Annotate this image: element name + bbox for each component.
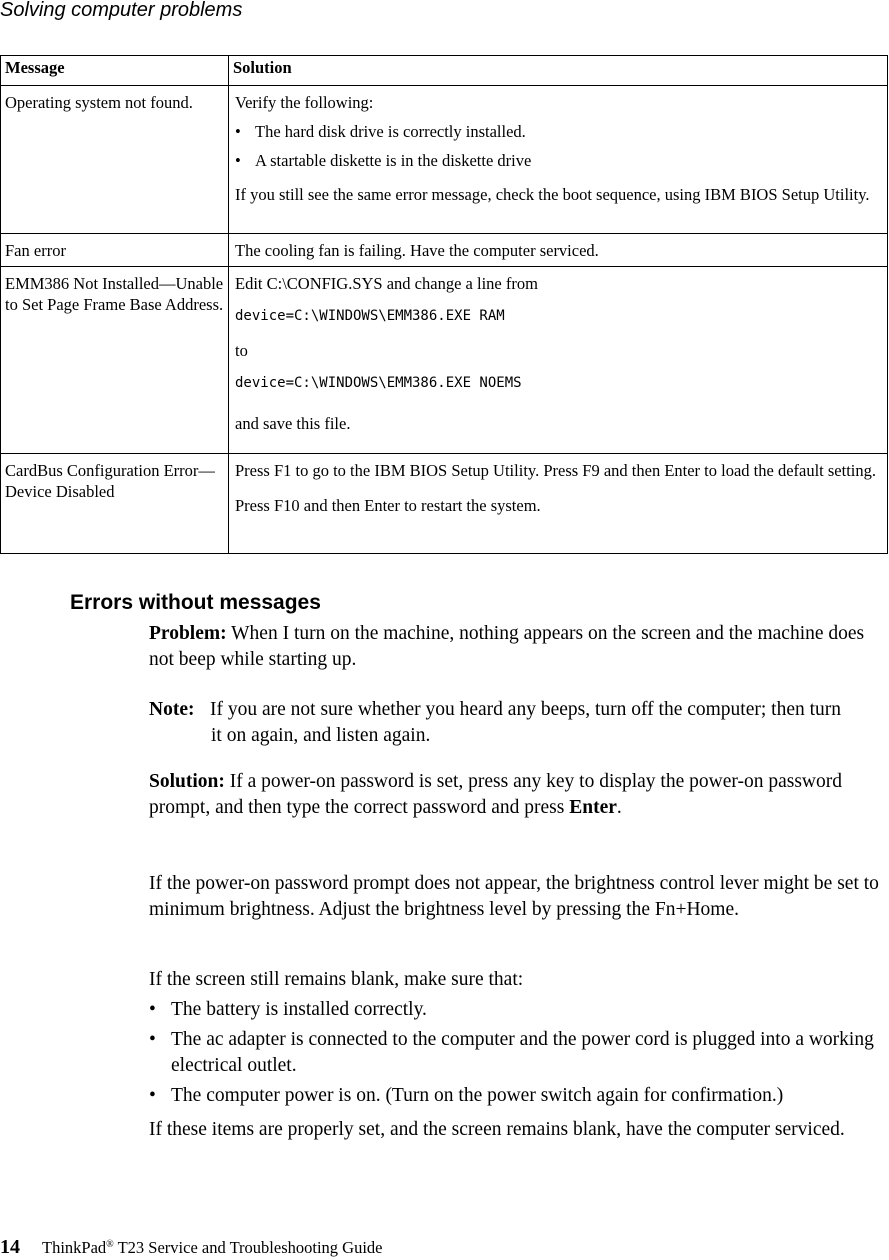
solution-intro: Verify the following: xyxy=(235,93,374,112)
problem-text: When I turn on the machine, nothing appears on the screen and the machine does not beep while starting up. xyxy=(149,623,865,670)
note-label: Note: xyxy=(149,699,195,720)
solution-cell: The cooling fan is failing. Have the computer serviced. xyxy=(229,234,888,267)
table-row xyxy=(1,234,888,267)
code-line: device=C:\WINDOWS\EMM386.EXE NOEMS xyxy=(235,375,522,391)
solution-para: Press F1 to go to the IBM BIOS Setup Utility. Press F9 and then Enter to load the default setting. xyxy=(235,461,877,480)
solution-bullet: • A startable diskette is in the diskette drive xyxy=(235,150,883,171)
note-text: If you are not sure whether you heard any beeps, turn off the computer; then turn it on again, and listen again. xyxy=(210,699,842,746)
note-block xyxy=(149,697,885,749)
solution-line: Edit C:\CONFIG.SYS and change a line from xyxy=(235,274,538,293)
footer-title-pre: ThinkPad xyxy=(42,1238,107,1257)
message-cell: Operating system not found. xyxy=(1,86,229,234)
checklist-item: • The computer power is on. (Turn on the power switch again for confirmation.) xyxy=(149,1083,885,1109)
solution-para: Press F10 and then Enter to restart the system. xyxy=(235,496,541,515)
problem-label: Problem: xyxy=(149,623,227,644)
solution-cell xyxy=(229,86,888,234)
brightness-paragraph xyxy=(149,871,885,923)
enter-key: Enter xyxy=(569,797,617,818)
header-message: Message xyxy=(1,56,229,86)
message-cell: Fan error xyxy=(1,234,229,267)
solution-paragraph xyxy=(149,769,885,821)
solution-line: to xyxy=(235,341,248,360)
checklist-item: • The battery is installed correctly. xyxy=(149,997,885,1023)
checklist-item: • The ac adapter is connected to the computer and the power cord is plugged into a working electrical outlet. xyxy=(149,1027,885,1079)
solution-after: If you still see the same error message, check the boot sequence, using IBM BIOS Setup Utility. xyxy=(235,185,870,204)
registered-mark: ® xyxy=(106,1239,114,1250)
problem-paragraph xyxy=(149,621,885,673)
brightness-text: If the power-on password prompt does not appear, the brightness control lever might be set to minimum brightness. Adjust the brightness level by pressing the Fn+Home. xyxy=(149,873,879,920)
message-cell: CardBus Configuration Error—Device Disabled xyxy=(1,454,229,554)
checklist-block xyxy=(149,967,885,1143)
footer-title-post: T23 Service and Troubleshooting Guide xyxy=(113,1238,383,1257)
solution-text: If a power-on password is set, press any key to display the power-on password prompt, and then type the correct password and press xyxy=(149,771,842,818)
code-line: device=C:\WINDOWS\EMM386.EXE RAM xyxy=(235,308,505,324)
checklist-intro: If the screen still remains blank, make sure that: xyxy=(149,969,524,990)
table-row xyxy=(1,267,888,454)
solution-cell xyxy=(229,267,888,454)
section-heading: Errors without messages xyxy=(70,591,321,614)
message-cell: EMM386 Not Installed—Unable to Set Page Frame Base Address. xyxy=(1,267,229,454)
table-row xyxy=(1,454,888,554)
closing-paragraph: If these items are properly set, and the screen remains blank, have the computer serviced. xyxy=(149,1119,845,1140)
solution-cell xyxy=(229,454,888,554)
solution-bullet: • The hard disk drive is correctly installed. xyxy=(235,121,883,142)
table-header-row xyxy=(1,56,888,86)
running-head: Solving computer problems xyxy=(0,0,243,21)
table-row xyxy=(1,86,888,234)
page-number: 14 xyxy=(0,1236,20,1258)
solution-end: . xyxy=(616,797,622,818)
solution-label: Solution: xyxy=(149,771,225,792)
header-solution: Solution xyxy=(229,56,888,86)
page-footer xyxy=(0,1233,383,1260)
error-message-table xyxy=(0,55,888,554)
solution-line: and save this file. xyxy=(235,414,351,433)
